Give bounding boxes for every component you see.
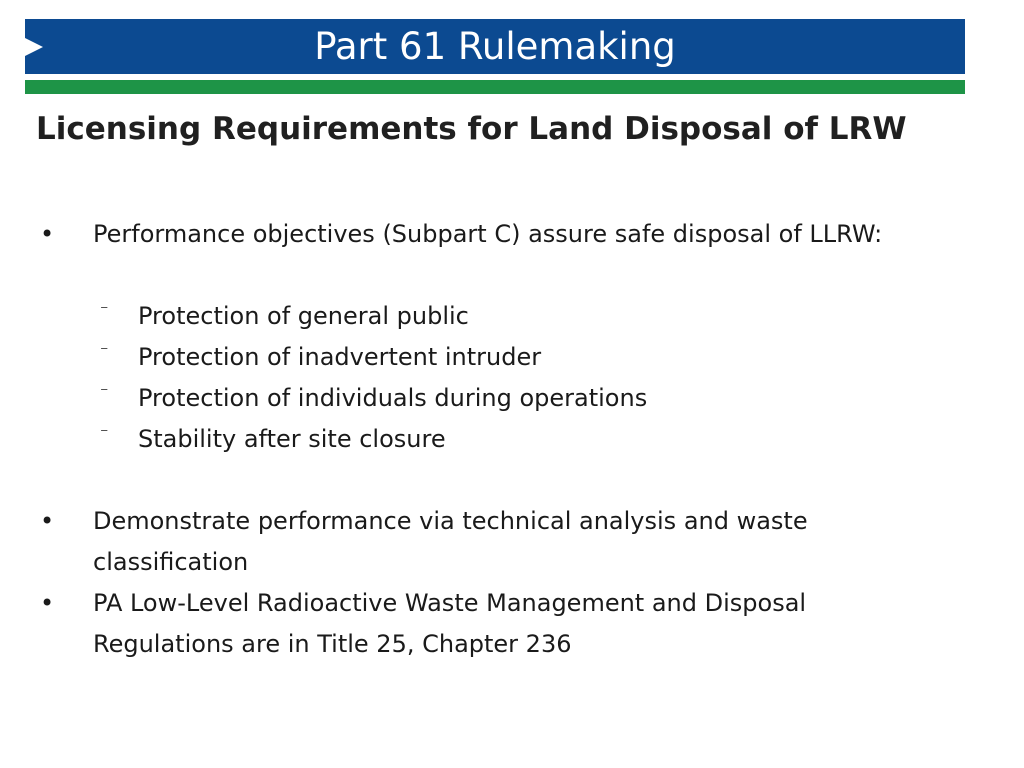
bullet-text: Demonstrate performance via technical analysis and waste classification xyxy=(93,507,808,576)
slide-subtitle: Licensing Requirements for Land Disposal of LRW xyxy=(36,111,907,147)
sub-bullet-item xyxy=(0,378,1024,419)
bullet-marker: • xyxy=(40,220,55,248)
slide-title: Part 61 Rulemaking xyxy=(314,25,676,68)
sub-bullet-marker: ⁻ xyxy=(100,424,109,443)
sub-bullet-marker: ⁻ xyxy=(100,383,109,402)
sub-bullet-text: Protection of inadvertent intruder xyxy=(138,343,542,371)
sub-bullet-marker: ⁻ xyxy=(100,301,109,320)
bullet-text: PA Low-Level Radioactive Waste Management and Disposal Regulations are in Title 25, Chapter 236 xyxy=(93,589,807,658)
sub-bullet-item xyxy=(0,337,1024,378)
bullet-marker: • xyxy=(40,589,55,617)
sub-bullet-item xyxy=(0,296,1024,337)
sub-bullet-text: Protection of individuals during operations xyxy=(138,384,648,412)
bullet-marker: • xyxy=(40,507,55,535)
sub-bullet-text: Stability after site closure xyxy=(138,425,446,453)
sub-bullet-marker: ⁻ xyxy=(100,342,109,361)
bullet-text: Performance objectives (Subpart C) assure safe disposal of LLRW: xyxy=(93,220,883,248)
sub-bullet-text: Protection of general public xyxy=(138,302,469,330)
sub-bullet-item xyxy=(0,419,1024,460)
